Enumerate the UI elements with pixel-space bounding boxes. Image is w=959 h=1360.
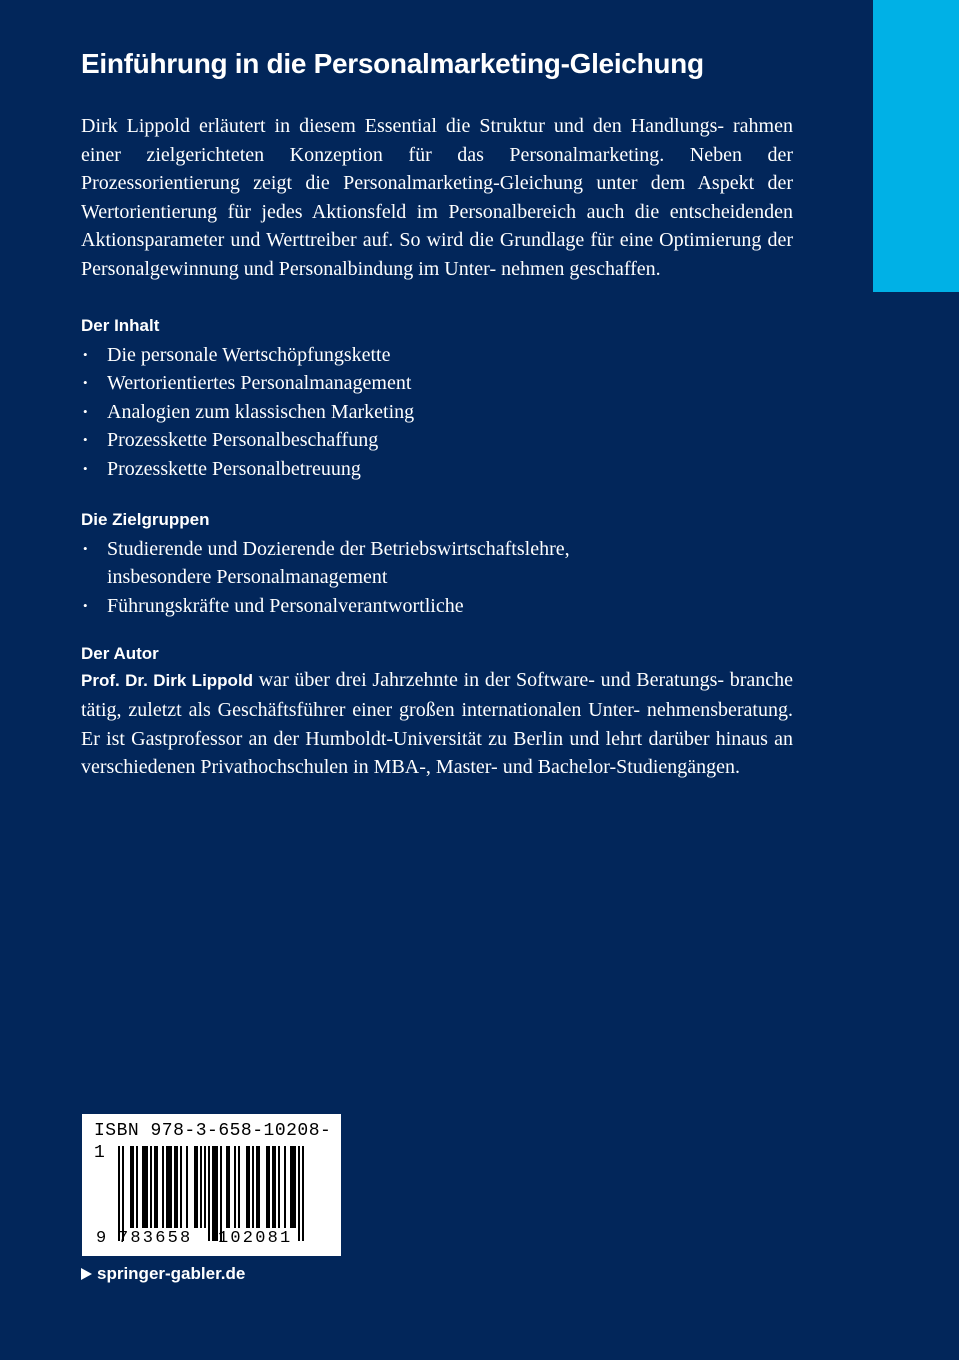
autor-line: branche tätig, zuletzt als Geschäftsführer einer großen internationalen Unter- [81, 669, 794, 721]
zielgruppen-heading: Die Zielgruppen [81, 509, 210, 529]
intro-line: nehmen geschaffen. [501, 257, 661, 280]
bullet-dot-icon: • [83, 540, 88, 556]
inhalt-heading: Der Inhalt [81, 315, 160, 335]
list-item: • Analogien zum klassischen Marketing [81, 398, 793, 427]
list-item: • Führungskräfte und Personalverantwortliche [81, 592, 793, 621]
bullet-dot-icon: • [83, 346, 88, 362]
intro-line: rahmen einer zielgerichteten Konzeption für das Personalmarketing. Neben [81, 115, 793, 166]
bullet-dot-icon: • [83, 375, 88, 391]
ean-first-digit: 9 [96, 1229, 107, 1248]
bullet-dot-icon: • [83, 597, 88, 613]
accent-bar [873, 0, 959, 292]
list-item: • Die personale Wertschöpfungskette [81, 341, 793, 370]
list-item: • Wertorientiertes Personalmanagement [81, 369, 793, 398]
intro-line: entscheidenden Aktionsparameter und Werttreiber auf. So wird die Grundlage [81, 200, 793, 252]
autor-line: war über drei Jahrzehnte in der Software- und Beratungs- [253, 669, 725, 692]
back-cover-content [81, 40, 793, 782]
autor-line: und lehrt darüber hinaus an verschiedenen Privathochschulen in MBA-, Master- [81, 727, 794, 779]
play-arrow-icon [81, 1268, 92, 1280]
publisher-website-link[interactable] [81, 1262, 245, 1286]
isbn-label: ISBN 978-3-658-10208-1 [94, 1121, 332, 1163]
website-url: springer-gabler.de [97, 1264, 246, 1283]
intro-line: für eine Optimierung der Personalgewinnung und Personalbindung im Unter- [81, 229, 793, 280]
list-item: • Prozesskette Personalbetreuung [81, 455, 793, 484]
list-item: • Prozesskette Personalbeschaffung [81, 426, 793, 455]
intro-line: Aspekt der Wertorientierung für jedes Aktionsfeld im Personalbereich auch die [81, 172, 794, 223]
ean-right-digits: 102081 [218, 1229, 293, 1248]
autor-paragraph [81, 666, 793, 781]
bullet-dot-icon: • [83, 432, 88, 448]
isbn-barcode [82, 1114, 341, 1256]
author-name: Prof. Dr. Dirk Lippold [81, 671, 254, 691]
autor-line: nehmensberatung. Er ist Gastprofessor an der Humboldt-Universität zu Berlin [81, 698, 793, 750]
list-item: • Studierende und Dozierende der Betriebswirtschaftslehre, insbesondere Personalmanagement [81, 535, 793, 592]
book-title: Einführung in die Personalmarketing-Gleichung [81, 48, 704, 79]
inhalt-list [81, 341, 793, 484]
autor-line: und Bachelor-Studiengängen. [502, 756, 741, 779]
intro-line: Dirk Lippold erläutert in diesem Essential die Struktur und den Handlungs- [81, 115, 725, 137]
bullet-dot-icon: • [83, 403, 88, 419]
autor-heading: Der Autor [81, 644, 159, 664]
bullet-dot-icon: • [83, 460, 88, 476]
intro-line: der Prozessorientierung zeigt die Personalmarketing-Gleichung unter dem [81, 143, 794, 195]
zielgruppen-list [81, 535, 793, 621]
ean-left-digits: 783658 [118, 1229, 193, 1248]
intro-paragraph [81, 112, 793, 284]
